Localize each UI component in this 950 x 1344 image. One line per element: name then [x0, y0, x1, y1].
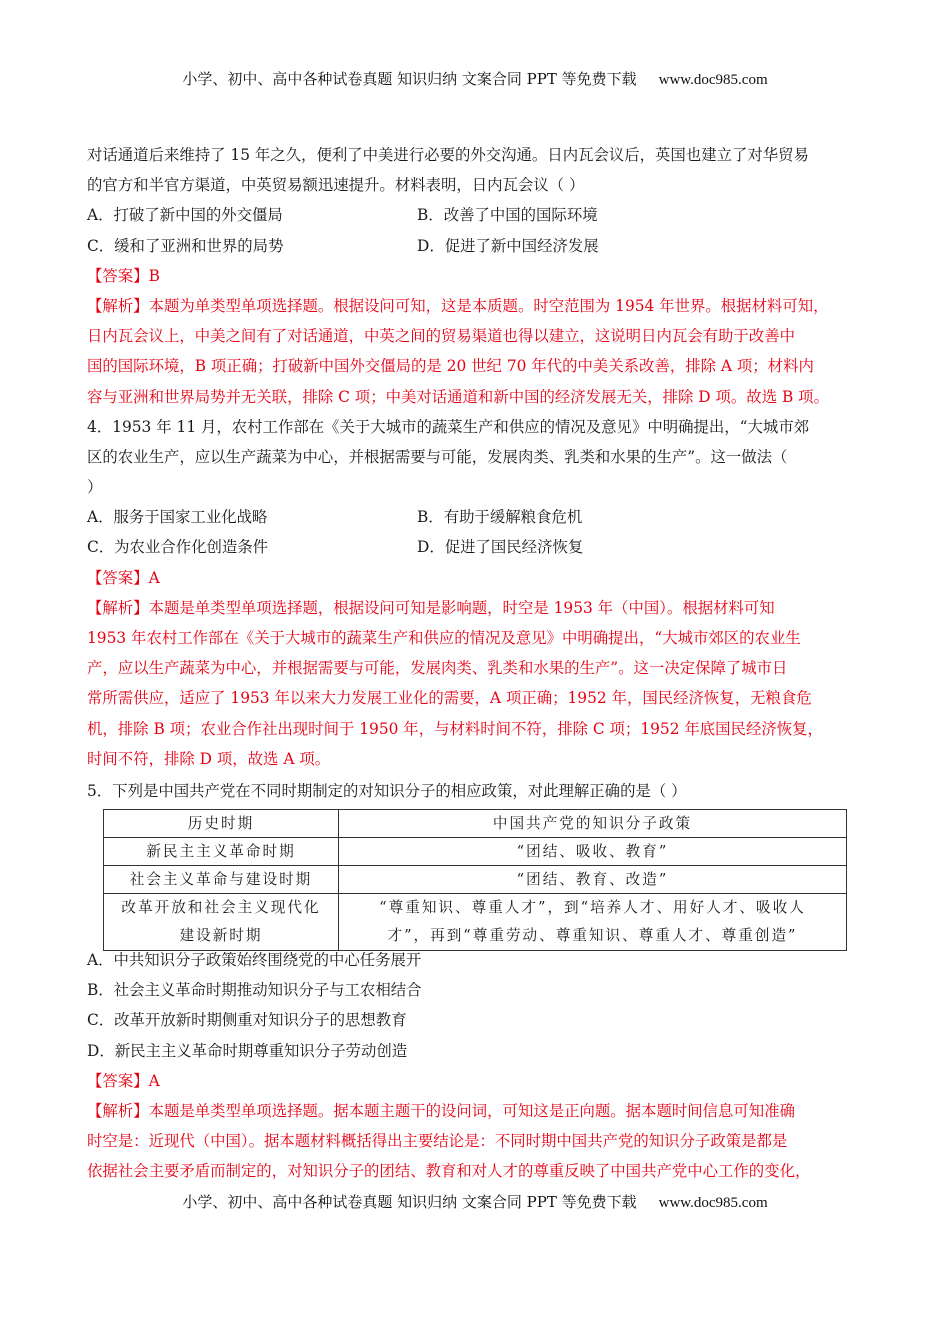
table-header-row: [104, 810, 847, 838]
table-header-period: 历史时期: [104, 810, 339, 838]
table-cell-policy: [339, 894, 847, 951]
q4-options-row-2: [87, 532, 877, 562]
table-row: [104, 838, 847, 866]
q3-analysis-line: 容与亚洲和世界局势并无关联，排除 C 项；中美对话通道和新中国的经济发展无关，排除 D 项。故选 B 项。: [87, 387, 829, 406]
q5-analysis-line: 时空是：近现代（中国）。据本题材料概括得出主要结论是：不同时期中国共产党的知识分子政策是都是: [87, 1132, 788, 1151]
table-cell-period-line: 改革开放和社会主义现代化: [121, 899, 321, 916]
q4-stem-line: ）: [87, 478, 103, 497]
q3-stem-line: 对话通道后来维持了 15 年之久，便利了中美进行必要的外交沟通。日内瓦会议后，英国也建立了对华贸易: [87, 146, 809, 164]
q5-option-c: C．改革开放新时期侧重对知识分子的思想教育: [87, 1011, 407, 1030]
footer-text: 小学、初中、高中各种试卷真题 知识归纳 文案合同 PPT 等免费下载: [182, 1193, 637, 1211]
question-3: [87, 140, 877, 412]
q3-option-c: C．缓和了亚洲和世界的局势: [87, 236, 284, 255]
q3-answer: 【答案】B: [87, 266, 160, 285]
table-cell-period: 社会主义革命与建设时期: [104, 866, 339, 894]
q5-option-d: D．新民主主义革命时期尊重知识分子劳动创造: [87, 1041, 408, 1060]
table-cell-period: 新民主主义革命时期: [104, 838, 339, 866]
table-cell-policy-line: “尊重知识、尊重人才”，到“培养人才、用好人才、吸收人: [379, 899, 806, 916]
table-cell-policy: “团结、教育、改造”: [339, 866, 847, 894]
table-cell-period: [104, 894, 339, 951]
table-cell-policy-line: 才”，再到“尊重劳动、尊重知识、尊重人才、尊重创造”: [387, 927, 798, 944]
question-5-stem: [87, 776, 687, 806]
table-header-policy: 中国共产党的知识分子政策: [339, 810, 847, 838]
table-cell-policy: “团结、吸收、教育”: [339, 838, 847, 866]
q5-analysis-line: 【解析】本题是单类型单项选择题。据本题主题干的设问词，可知这是正向题。据本题时间信息可知准确: [87, 1101, 795, 1120]
q4-answer: 【答案】A: [87, 568, 160, 587]
q3-analysis-line: 【解析】本题为单类型单项选择题。根据设问可知，这是本质题。时空范围为 1954 年世界。根据材料可知，: [87, 296, 829, 315]
q4-option-d: D．促进了国民经济恢复: [417, 538, 584, 557]
q4-option-c: C．为农业合作化创造条件: [87, 538, 269, 557]
q3-analysis-line: 国的国际环境，B 项正确；打破新中国外交僵局的是 20 世纪 70 年代的中美关系改善，排除 A 项；材料内: [87, 357, 814, 376]
q3-option-a: A．打破了新中国的外交僵局: [87, 206, 283, 225]
question-5-body: [87, 945, 877, 1187]
q5-stem: 5．下列是中国共产党在不同时期制定的对知识分子的相应政策，对此理解正确的是（ ）: [87, 782, 687, 800]
q5-answer: 【答案】A: [87, 1071, 160, 1090]
q4-analysis-line: 机，排除 B 项；农业合作社出现时间于 1950 年，与材料时间不符，排除 C 项；1952 年底国民经济恢复，: [87, 719, 823, 738]
q4-analysis-line: 时间不符，排除 D 项，故选 A 项。: [87, 749, 331, 768]
q5-option-b: B．社会主义革命时期推动知识分子与工农相结合: [87, 981, 422, 1000]
q3-options-row-2: [87, 231, 877, 261]
q4-analysis-line: 【解析】本题是单类型单项选择题，根据设问可知是影响题，时空是 1953 年（中国）。根据材料可知: [87, 598, 775, 617]
q4-options-row-1: [87, 502, 877, 532]
table-row: [104, 866, 847, 894]
q4-analysis-line: 1953 年农村工作部在《关于大城市的蔬菜生产和供应的情况及意见》中明确提出，“大城市郊区的农业生: [87, 629, 801, 647]
q3-stem-line: 的官方和半官方渠道，中英贸易额迅速提升。材料表明，日内瓦会议（ ）: [87, 176, 585, 195]
page-header: [0, 68, 950, 89]
q5-analysis-line: 依据社会主要矛盾而制定的，对知识分子的团结、教育和对人才的尊重反映了中国共产党中心工作的变化，: [87, 1162, 811, 1181]
q4-option-a: A．服务于国家工业化战略: [87, 508, 268, 527]
q3-option-b: B．改善了中国的国际环境: [417, 206, 598, 225]
header-text: 小学、初中、高中各种试卷真题 知识归纳 文案合同 PPT 等免费下载: [182, 70, 637, 88]
q5-option-a: A．中共知识分子政策始终围绕党的中心任务展开: [87, 951, 422, 969]
header-url[interactable]: www.doc985.com: [658, 72, 768, 88]
q4-analysis-line: 产，应以生产蔬菜为中心，并根据需要与可能，发展肉类、乳类和水果的生产”。这一决定保障了城市日: [87, 659, 788, 678]
q4-stem-line: 区的农业生产，应以生产蔬菜为中心，并根据需要与可能，发展肉类、乳类和水果的生产”。这一做法（: [87, 447, 788, 466]
q4-stem-line: 4．1953 年 11 月，农村工作部在《关于大城市的蔬菜生产和供应的情况及意见》中明确提出，“大城市郊: [87, 417, 810, 436]
q4-option-b: B．有助于缓解粮食危机: [417, 508, 583, 527]
q3-options-row-1: [87, 200, 877, 230]
page-footer: [0, 1191, 950, 1212]
table-cell-period-line: 建设新时期: [179, 927, 263, 944]
table-row: [104, 894, 847, 951]
document-body: [87, 140, 877, 774]
policy-table: [103, 809, 847, 951]
q3-analysis-line: 日内瓦会议上，中美之间有了对话通道，中英之间的贸易渠道也得以建立，这说明日内瓦会有助于改善中: [87, 327, 795, 346]
question-4: [87, 412, 877, 774]
footer-url[interactable]: www.doc985.com: [658, 1195, 768, 1211]
q4-analysis-line: 常所需供应，适应了 1953 年以来大力发展工业化的需要，A 项正确；1952 年，国民经济恢复，无粮食危: [87, 689, 812, 708]
q3-option-d: D．促进了新中国经济发展: [417, 236, 599, 255]
